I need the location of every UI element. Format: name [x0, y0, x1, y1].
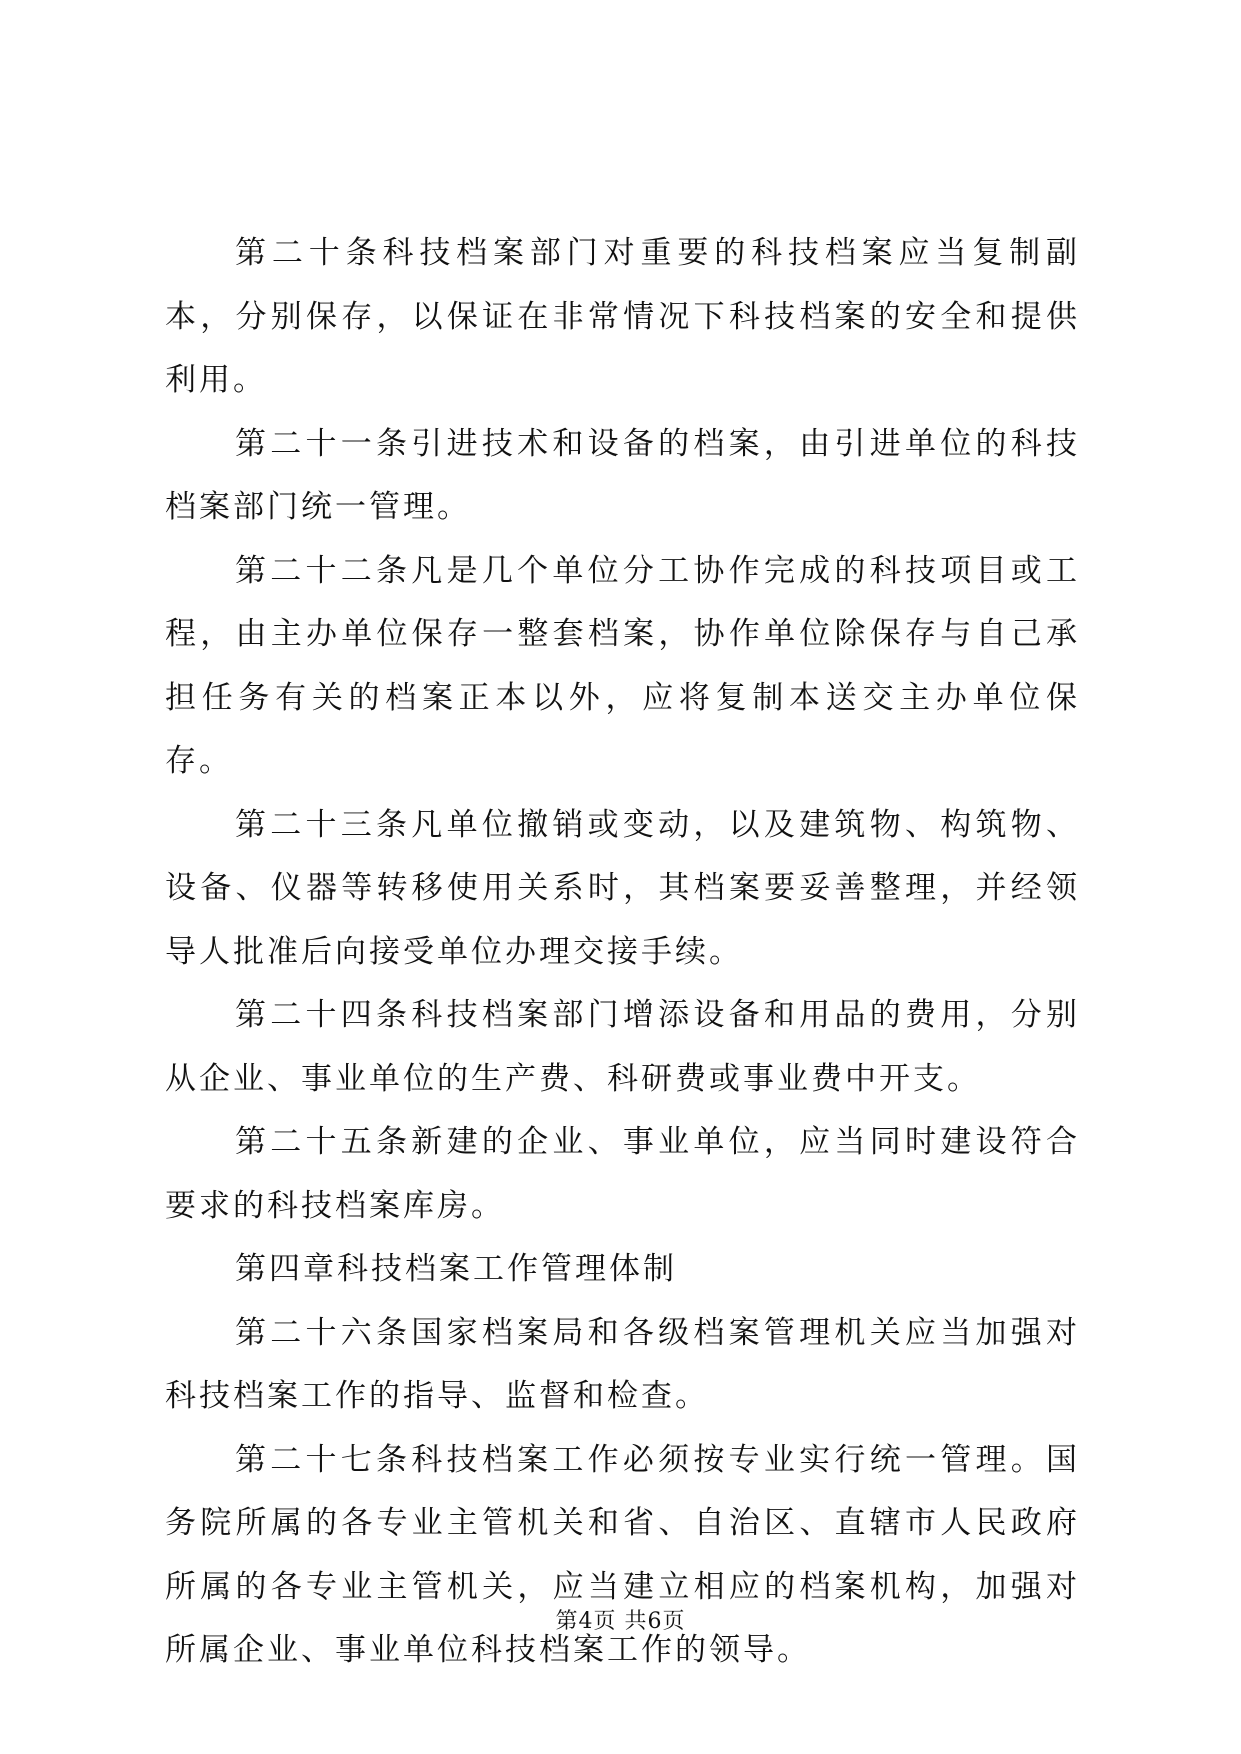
paragraph-article-26: 第二十六条国家档案局和各级档案管理机关应当加强对科技档案工作的指导、监督和检查。	[165, 1314, 1080, 1414]
paragraph-article-23: 第二十三条凡单位撤销或变动，以及建筑物、构筑物、设备、仪器等转移使用关系时，其档案要妥善整理，并经领导人批准后向接受单位办理交接手续。	[165, 806, 1080, 970]
paragraph-article-25: 第二十五条新建的企业、事业单位，应当同时建设符合要求的科技档案库房。	[165, 1124, 1080, 1224]
paragraph-article-27: 第二十七条科技档案工作必须按专业实行统一管理。国务院所属的各专业主管机关和省、自治区、直辖市人民政府所属的各专业主管机关，应当建立相应的档案机构，加强对所属企业、事业单位科技档案工作的领导。	[165, 1441, 1080, 1668]
document-body	[165, 222, 1080, 1683]
page-number-footer: 第4页 共6页	[555, 1609, 686, 1634]
chapter-heading: 第四章科技档案工作管理体制	[235, 1251, 677, 1287]
paragraph-article-24: 第二十四条科技档案部门增添设备和用品的费用，分别从企业、事业单位的生产费、科研费或事业费中开支。	[165, 997, 1080, 1097]
paragraph-article-20: 第二十条科技档案部门对重要的科技档案应当复制副本，分别保存，以保证在非常情况下科技档案的安全和提供利用。	[165, 235, 1080, 398]
paragraph-article-21: 第二十一条引进技术和设备的档案，由引进单位的科技档案部门统一管理。	[165, 425, 1080, 525]
paragraph-article-22: 第二十二条凡是几个单位分工协作完成的科技项目或工程，由主办单位保存一整套档案，协作单位除保存与自己承担任务有关的档案正本以外，应将复制本送交主办单位保存。	[165, 552, 1080, 779]
